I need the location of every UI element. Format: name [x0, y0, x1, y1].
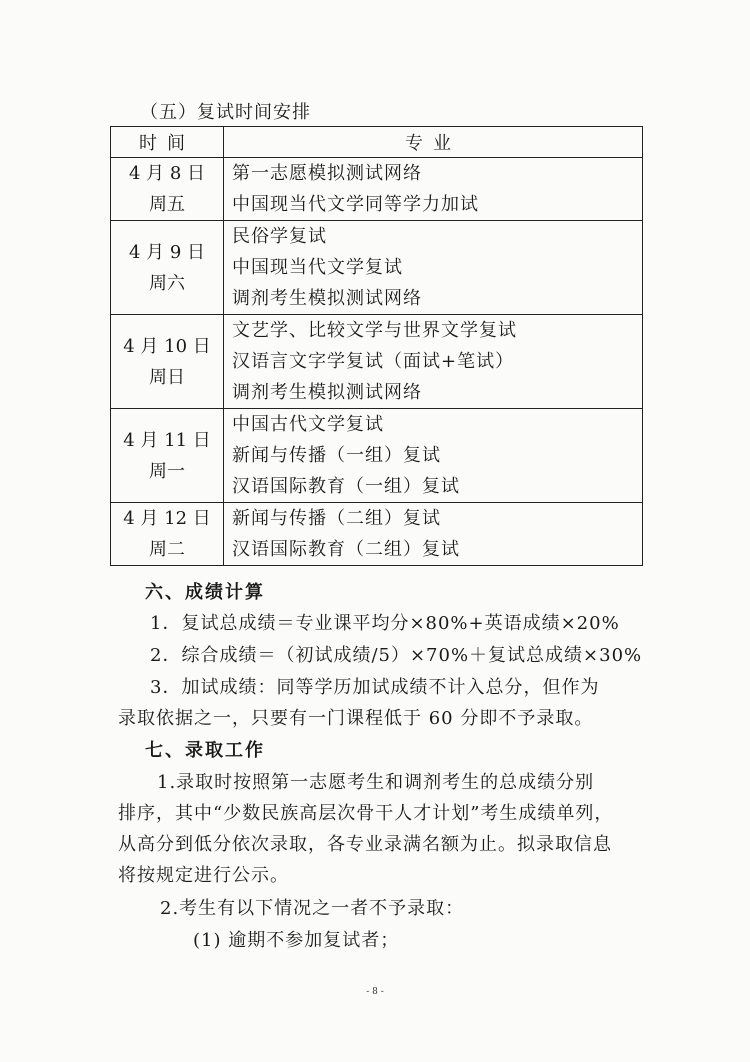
grade-item-1: 1．复试总成绩＝专业课平均分×80%+英语成绩×20%: [150, 613, 620, 634]
major-cell: [224, 221, 643, 315]
header-time: 时间: [111, 127, 224, 158]
table-row: [111, 221, 643, 315]
major-text: 调剂考生模拟测试网络: [232, 288, 422, 309]
major-text: 民俗学复试: [232, 226, 327, 247]
major-cell: [224, 158, 643, 221]
admission-item-1-line3: 从高分到低分依次录取，各专业录满名额为止。拟录取信息: [118, 834, 612, 855]
major-text: 新闻与传播（一组）复试: [232, 445, 441, 466]
admission-item-2: 2.考生有以下情况之一者不予录取：: [160, 898, 465, 919]
section-heading-admission: 七、录取工作: [145, 740, 265, 761]
section-heading-grades: 六、成绩计算: [145, 582, 265, 603]
date-text: 4 月 12 日: [123, 508, 211, 529]
weekday-text: 周日: [149, 366, 185, 388]
grade-item-2: 2．综合成绩＝（初试成绩/5）×70%＋复试总成绩×30%: [150, 645, 643, 666]
admission-item-1-line1: 1.录取时按照第一志愿考生和调剂考生的总成绩分别: [157, 772, 595, 793]
time-cell: [111, 158, 224, 221]
admission-item-1-line2: 排序，其中“少数民族高层次骨干人才计划”考生成绩单列，: [118, 803, 614, 824]
time-cell: [111, 315, 224, 409]
major-text: 新闻与传播（二组）复试: [232, 508, 441, 529]
grade-item-3-line1: 3．加试成绩：同等学历加试成绩不计入总分，但作为: [150, 677, 600, 698]
major-text: 中国现当代文学同等学力加试: [232, 194, 479, 215]
grade-item-3-line2: 录取依据之一，只要有一门课程低于 60 分即不予录取。: [118, 708, 594, 729]
major-text: 第一志愿模拟测试网络: [232, 163, 422, 184]
date-text: 4 月 11 日: [123, 429, 211, 451]
major-text: 汉语国际教育（一组）复试: [232, 476, 460, 497]
table-row: [111, 503, 643, 566]
major-cell: [224, 503, 643, 566]
time-cell: [111, 221, 224, 315]
major-text: 调剂考生模拟测试网络: [232, 382, 422, 403]
major-cell: [224, 409, 643, 503]
major-text: 汉语言文字学复试（面试+笔试）: [232, 351, 515, 372]
schedule-table: [110, 126, 643, 566]
date-text: 4 月 10 日: [123, 335, 211, 357]
date-text: 4 月 9 日: [128, 241, 206, 263]
subsection-title: （五）复试时间安排: [140, 102, 311, 123]
major-text: 文艺学、比较文学与世界文学复试: [232, 320, 517, 341]
major-text: 中国现当代文学复试: [232, 257, 403, 278]
time-cell: [111, 409, 224, 503]
major-cell: [224, 315, 643, 409]
weekday-text: 周五: [149, 194, 185, 215]
table-header-row: [111, 127, 643, 158]
header-major: 专业: [224, 127, 643, 158]
time-cell: [111, 503, 224, 566]
weekday-text: 周二: [149, 539, 185, 560]
admission-subitem-1: (1) 逾期不参加复试者；: [193, 930, 400, 951]
weekday-text: 周六: [149, 272, 185, 294]
table-row: [111, 315, 643, 409]
major-text: 汉语国际教育（二组）复试: [232, 539, 460, 560]
weekday-text: 周一: [149, 460, 185, 482]
major-text: 中国古代文学复试: [232, 414, 384, 435]
admission-item-1-line4: 将按规定进行公示。: [118, 865, 289, 886]
table-row: [111, 158, 643, 221]
table-row: [111, 409, 643, 503]
page-number: - 8 -: [366, 987, 384, 997]
date-text: 4 月 8 日: [128, 163, 206, 184]
